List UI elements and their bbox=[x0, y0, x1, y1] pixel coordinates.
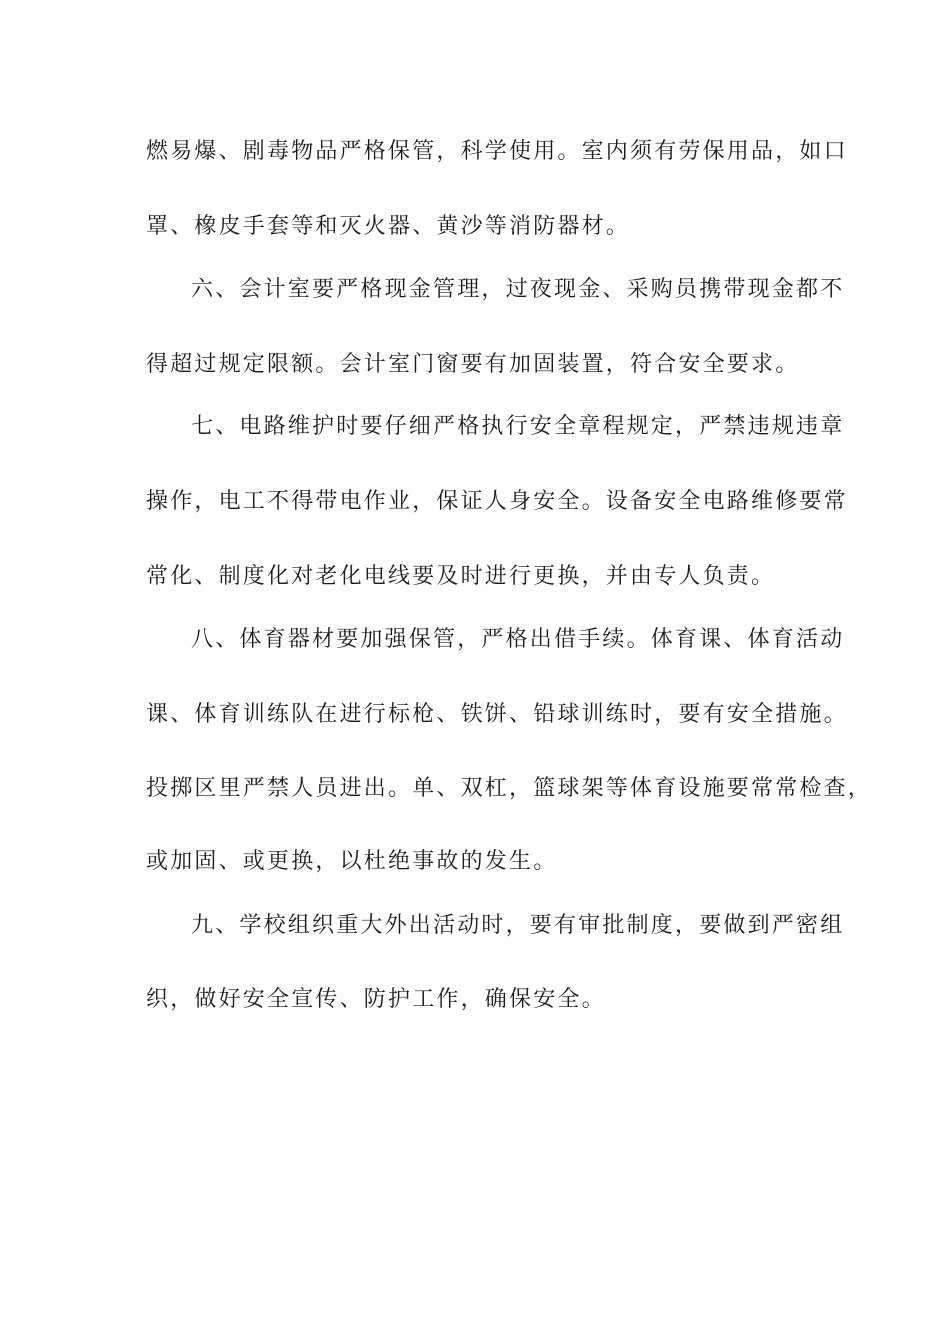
text-line: 得超过规定限额。会计室门窗要有加固装置，符合安全要求。 bbox=[146, 352, 800, 377]
paragraph-9-start: 九、学校组织重大外出活动时，要有审批制度，要做到严密组 bbox=[191, 913, 845, 938]
text-line: 课、体育训练队在进行标枪、铁饼、铅球训练时，要有安全措施。 bbox=[146, 702, 848, 727]
text-line: 燃易爆、剧毒物品严格保管，科学使用。室内须有劳保用品，如口 bbox=[146, 139, 848, 164]
text-line: 或加固、或更换，以杜绝事故的发生。 bbox=[146, 849, 558, 874]
text-line: 常化、制度化对老化电线要及时进行更换，并由专人负责。 bbox=[146, 564, 776, 589]
paragraph-8-start: 八、体育器材要加强保管，严格出借手续。体育课、体育活动 bbox=[191, 627, 845, 652]
paragraph-7-start: 七、电路维护时要仔细严格执行安全章程规定，严禁违规违章 bbox=[191, 414, 845, 439]
text-line: 罩、橡皮手套等和灭火器、黄沙等消防器材。 bbox=[146, 214, 631, 239]
text-line: 操作，电工不得带电作业，保证人身安全。设备安全电路维修要常 bbox=[146, 489, 848, 514]
text-line: 投掷区里严禁人员进出。单、双杠，篮球架等体育设施要常常检查， bbox=[146, 776, 873, 801]
paragraph-6-start: 六、会计室要严格现金管理，过夜现金、采购员携带现金都不 bbox=[191, 277, 845, 302]
text-line: 织，做好安全宣传、防护工作，确保安全。 bbox=[146, 987, 606, 1012]
